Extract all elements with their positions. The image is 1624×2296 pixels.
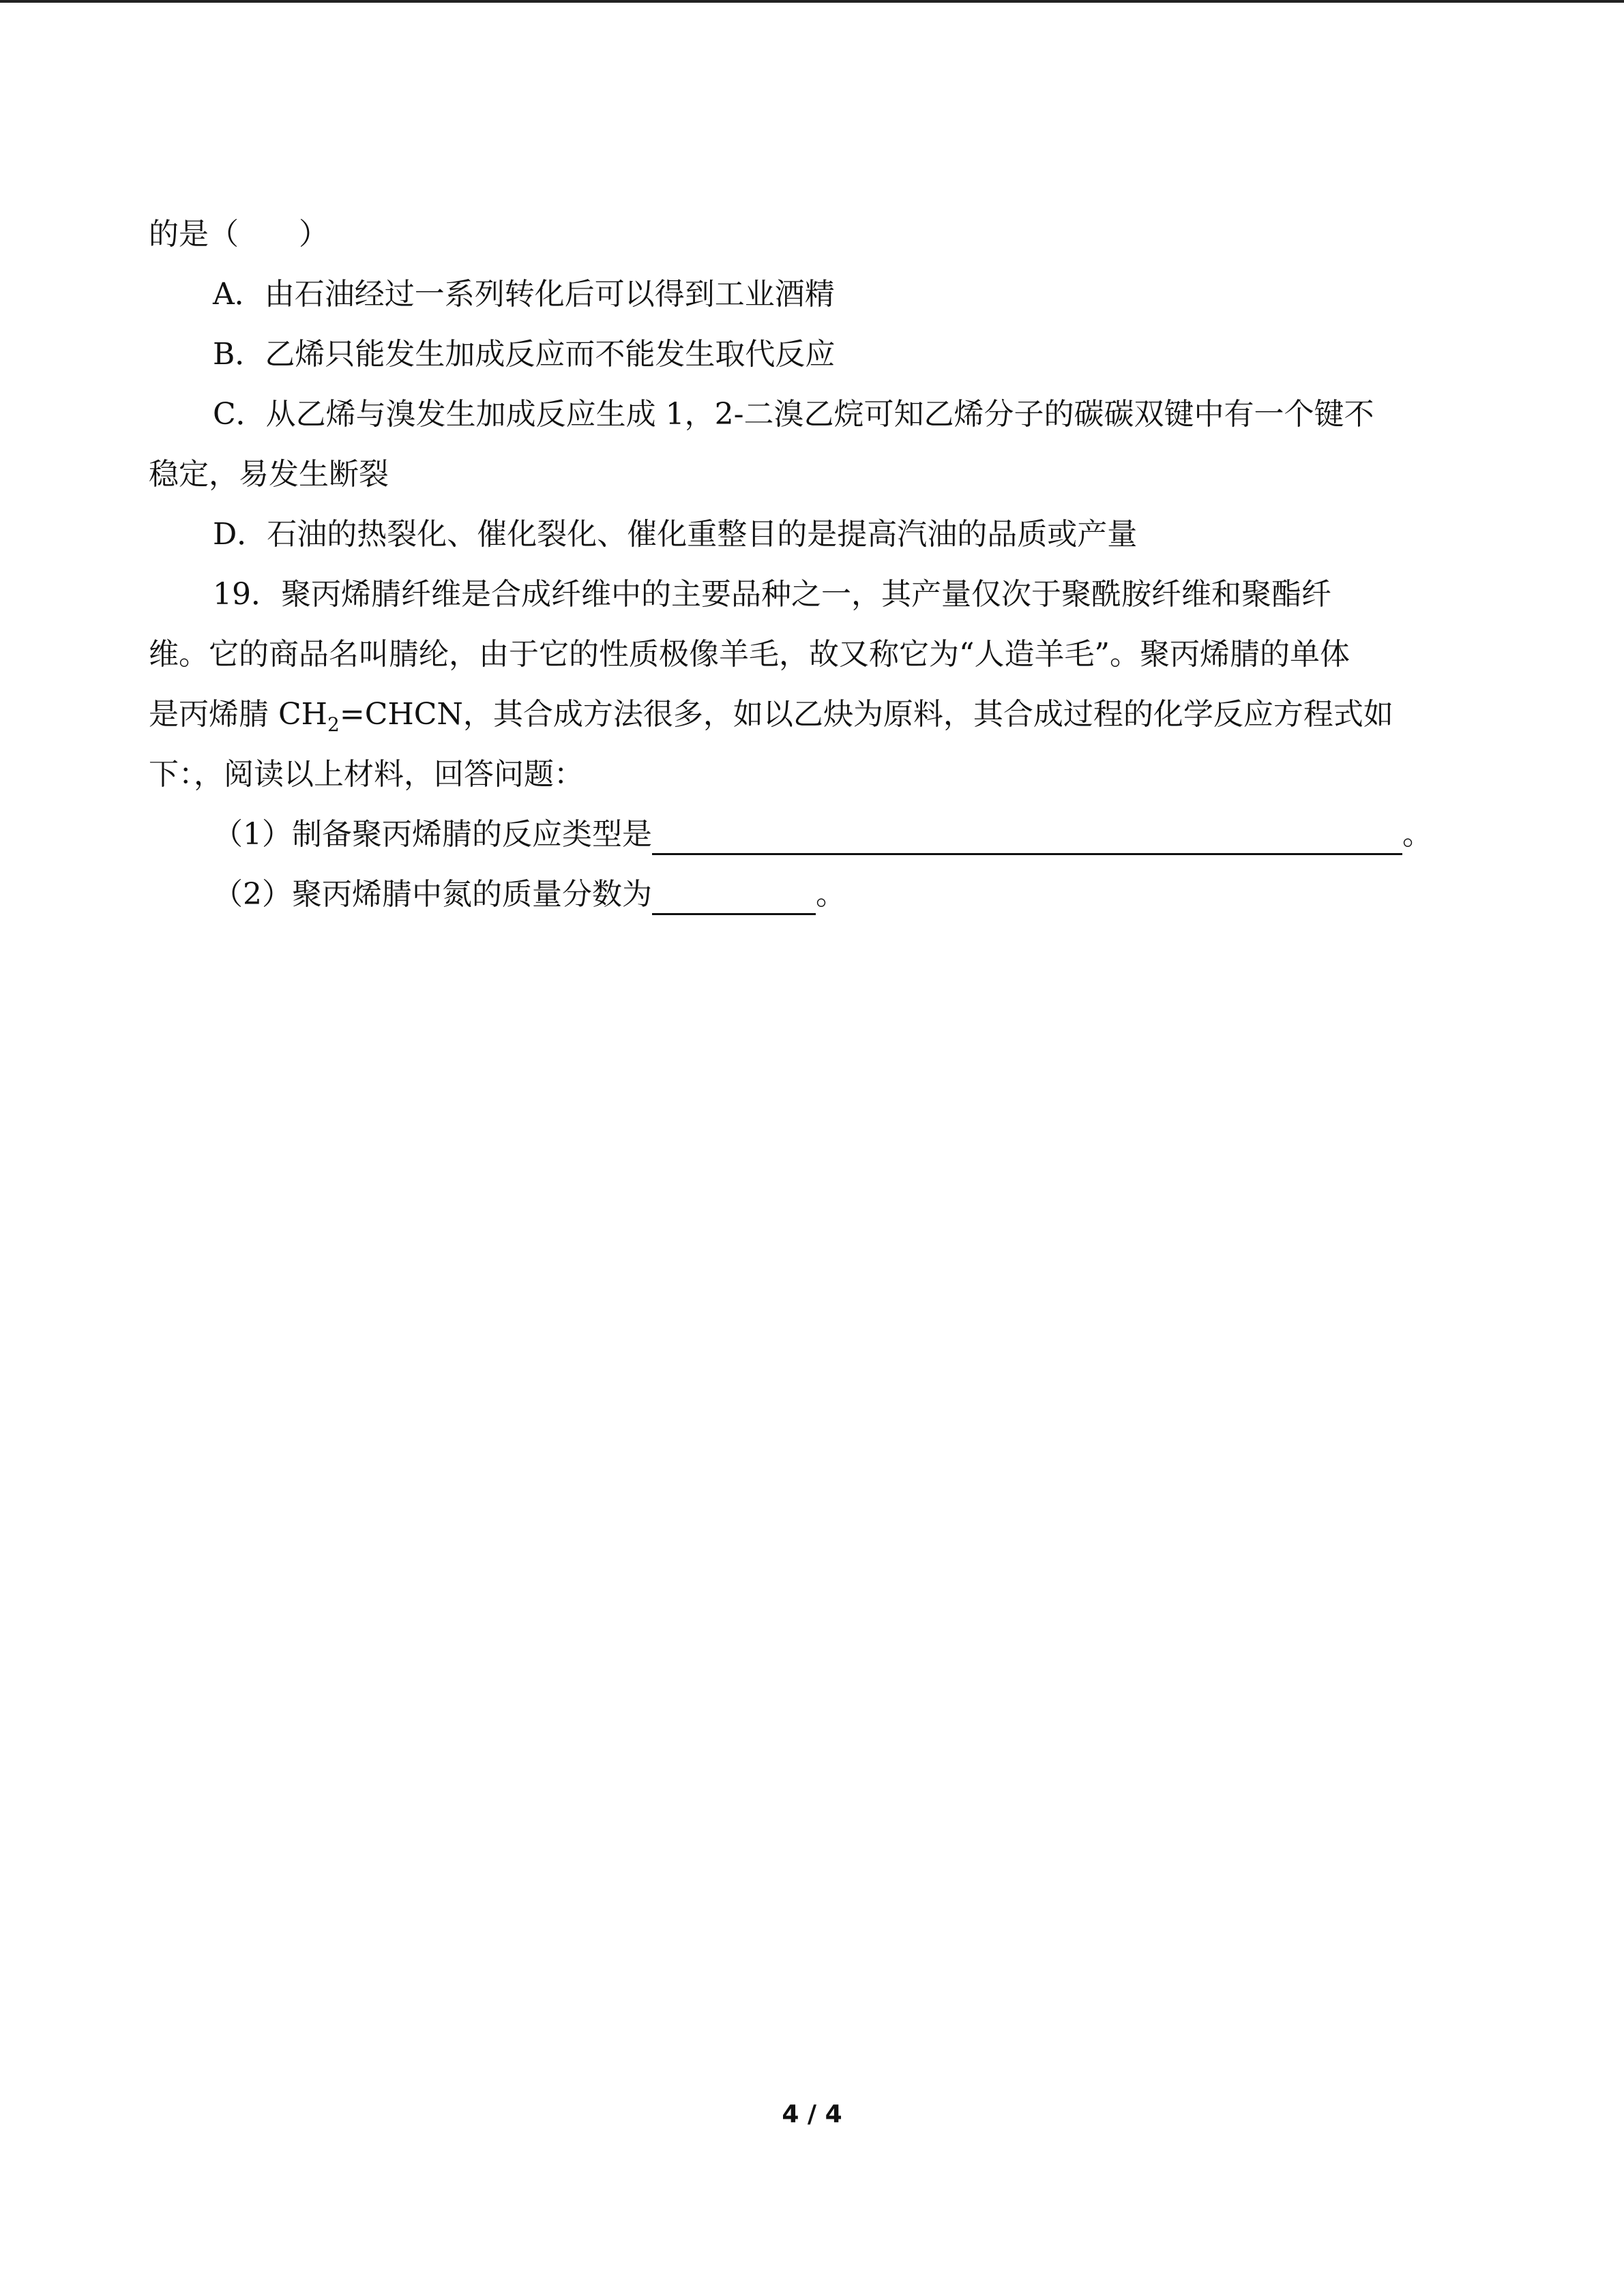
q18-option-d: D．石油的热裂化、催化裂化、催化重整目的是提高汽油的品质或产量 bbox=[213, 517, 1138, 552]
q19-line3-prefix: 是丙烯腈 CH bbox=[149, 697, 328, 732]
q19-sub1-label: （1）制备聚丙烯腈的反应类型是 bbox=[213, 817, 652, 852]
page-top-border bbox=[0, 0, 1624, 3]
page-number: 4 / 4 bbox=[782, 2100, 842, 2128]
q19-line3-subscript: 2 bbox=[327, 713, 340, 736]
q19-sub2 bbox=[149, 865, 1475, 925]
q18-option-b: B．乙烯只能发生加成反应而不能发生取代反应 bbox=[213, 337, 836, 372]
q19-line3 bbox=[149, 685, 1475, 745]
q19-sub1-end: 。 bbox=[1402, 817, 1432, 852]
document-body bbox=[149, 205, 1475, 925]
q19-sub1-answer-blank[interactable] bbox=[652, 812, 1402, 855]
q19-sub2-label: （2）聚丙烯腈中氮的质量分数为 bbox=[213, 877, 652, 912]
q18-option-c-line1: C．从乙烯与溴发生加成反应生成 1，2-二溴乙烷可知乙烯分子的碳碳双键中有一个键不 bbox=[213, 397, 1374, 432]
q19-line3-suffix: =CHCN，其合成方法很多，如以乙炔为原料，其合成过程的化学反应方程式如 bbox=[339, 697, 1393, 732]
q18-option-a: A．由石油经过一系列转化后可以得到工业酒精 bbox=[213, 277, 835, 312]
q18-stem-tail: 的是（ ） bbox=[149, 217, 329, 252]
q19-sub1 bbox=[149, 805, 1475, 865]
q18-option-c-line2: 稳定，易发生断裂 bbox=[149, 457, 389, 492]
q19-sub2-answer-blank[interactable] bbox=[652, 872, 816, 915]
q19-line2: 维。它的商品名叫腈纶，由于它的性质极像羊毛，故又称它为“人造羊毛”。聚丙烯腈的单体 bbox=[149, 637, 1350, 672]
q19-line1: 19．聚丙烯腈纤维是合成纤维中的主要品种之一，其产量仅次于聚酰胺纤维和聚酯纤 bbox=[213, 577, 1331, 612]
q19-line4: 下：，阅读以上材料，回答问题： bbox=[149, 757, 584, 792]
q19-sub2-end: 。 bbox=[816, 877, 846, 912]
